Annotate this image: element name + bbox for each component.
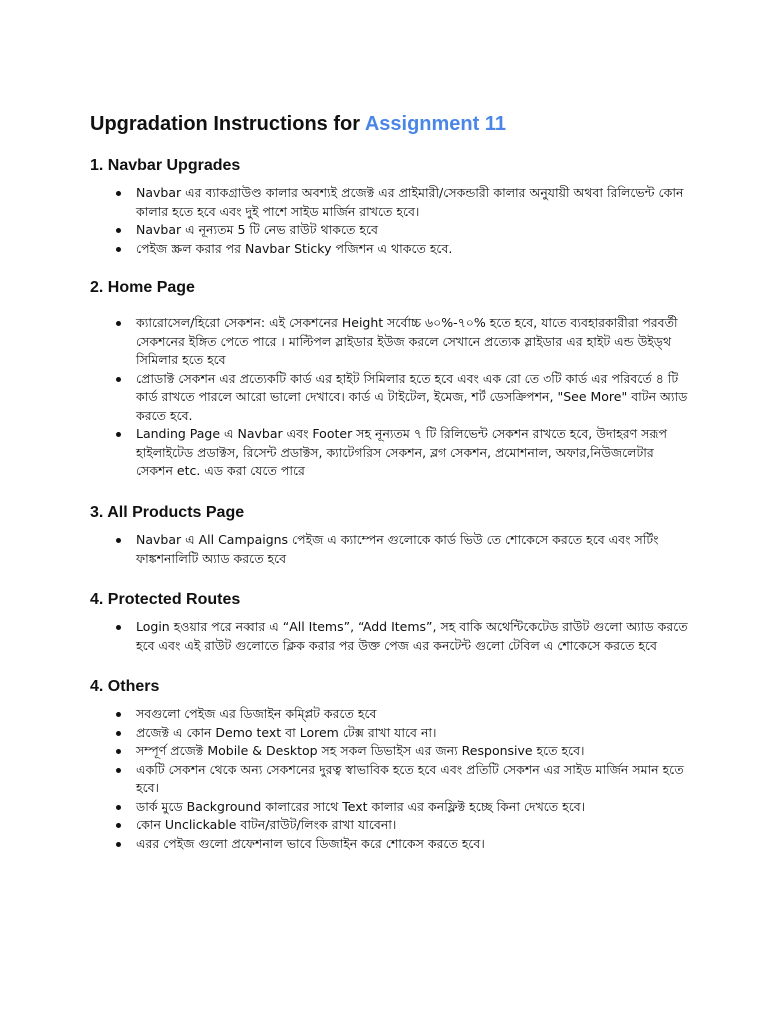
list-item-text: প্রোডাক্ট সেকশন এর প্রত্যেকটি কার্ড এর হাইট সিমিলার হতে হবে এবং এক রো তে ৩টি কার্ড এর পরিবর্তে ৪ টি কার্ড রাখতে পারলে আরো ভালো দেখাবে। কার্ড এ টাইটেল, ইমেজ, শর্ট ডেসক্রিপশন, "See More" বাটন অ্যাড করতে হবে. (136, 370, 688, 423)
bullet-icon (116, 625, 121, 630)
list-item (90, 240, 690, 259)
list-item-text: ডার্ক মুডে Background কালারের সাথে Text কালার এর কনফ্লিক্ট হচ্ছে কিনা দেখতে হবে। (136, 798, 586, 814)
list-item-text: Navbar এ All Campaigns পেইজ এ ক্যাম্পেন গুলোকে কার্ড ভিউ তে শোকেসে করতে হবে এবং সর্টিং ফাঙ্কশনালিটি অ্যাড করতে হবে (136, 532, 659, 566)
list-item (90, 184, 690, 221)
bullet-icon (116, 731, 121, 736)
bullet-icon (116, 842, 121, 847)
bullet-icon (116, 538, 121, 543)
bullet-icon (116, 377, 121, 382)
list-item-text: একটি সেকশন থেকে অন্য সেকশনের দুরত্ব স্বাভাবিক হতে হবে এবং প্রতিটি সেকশন এর সাইড মার্জিন সমান হতে হবে। (136, 761, 684, 795)
list-item (90, 798, 690, 817)
list-item (90, 742, 690, 761)
bullet-icon (116, 321, 121, 326)
list-item (90, 835, 690, 854)
list-item-text: Navbar এর ব্যাকগ্রাউণ্ড কালার অবশ্যই প্রজেক্ট এর প্রাইমারী/সেকন্ডারী কালার অনুযায়ী অথবা রিলিভেন্ট কোন কালার হতে হবে এবং দুই পাশে সাইড মার্জিন রাখতে হবে। (136, 185, 684, 219)
list-item-text: সম্পূর্ণ প্রজেক্ট Mobile & Desktop সহ সকল ডিভাইস এর জন্য Responsive হতে হবে। (136, 743, 585, 758)
list-item (90, 370, 690, 426)
title-accent: Assignment 11 (364, 113, 506, 135)
list-item-text: কোন Unclickable বাটন/রাউট/লিংক রাখা যাবেনা। (136, 817, 397, 832)
list-item-text: ক্যারোসেল/হিরো সেকশন: এই সেকশনের Height সর্বোচ্চ ৬০%-৭০% হতে হবে, যাতে ব্যবহারকারীরা পরবর্তী সেকশনের ইঙ্গিত পেতে পারে । মাল্টিপল স্লাইডার ইউজ করলে সেখানে প্রত্যেক স্লাইডার এর হাইট এন্ড উইড্থ সিমিলার হতে হবে (136, 315, 678, 367)
document-title (90, 111, 506, 137)
bullet-icon (116, 712, 121, 717)
section-heading: 4. Others (90, 678, 160, 695)
bullet-icon (116, 805, 121, 810)
list-item-text: Landing Page এ Navbar এবং Footer সহ নূন্যতম ৭ টি রিলিভেন্ট সেকশন রাখতে হবে, উদাহরণ সরূপ হাইলাইটেড প্রডাক্টস, রিসেন্ট প্রডাক্টস, ক্যাটেগরিস সেকশন, ব্লগ সেকশন, প্রমোশনাল, অফার,নিউজলেটার সেকশন etc. এড করা যেতে পারে (136, 426, 667, 478)
bullet-icon (116, 228, 121, 233)
list-item (90, 531, 690, 568)
list-item-text: প্রজেক্ট এ কোন Demo text বা Lorem টেক্স রাখা যাবে না। (136, 724, 437, 740)
list-item (90, 618, 690, 655)
list-item (90, 314, 690, 370)
bullet-icon (116, 191, 121, 196)
section-all-products-page (90, 503, 690, 568)
section-navbar-upgrades (90, 156, 690, 258)
list-item (90, 425, 690, 481)
section-heading: 1. Navbar Upgrades (90, 157, 241, 174)
list-item-text: পেইজ স্ক্রল করার পর Navbar Sticky পজিশন এ থাকতে হবে. (136, 240, 453, 256)
list-item-text: Login হওয়ার পরে নব্বার এ “All Items”, “Add Items”, সহ বাকি অথেন্টিকেটেড রাউট গুলো অ্যাড করতে হবে এবং এই রাউট গুলোতে ক্লিক করার পর উক্ত পেজ এর কনটেন্ট গুলো টেবিল এ শোকেসে করতে হবে (136, 619, 688, 653)
section-others (90, 677, 690, 853)
list-item (90, 816, 690, 835)
list-item-text: এরর পেইজ গুলো প্রফেশনাল ভাবে ডিজাইন করে শোকেস করতে হবে। (136, 835, 485, 851)
bullet-list (90, 184, 690, 258)
bullet-list (90, 618, 690, 655)
bullet-list (90, 531, 690, 568)
section-home-page (90, 278, 690, 481)
list-item (90, 221, 690, 240)
bullet-icon (116, 768, 121, 773)
title-prefix: Upgradation Instructions for (90, 113, 360, 135)
list-item-text: সবগুলো পেইজ এর ডিজাইন কম্প্লিট করতে হবে (136, 706, 377, 721)
section-heading: 2. Home Page (90, 279, 195, 296)
bullet-list (90, 314, 690, 481)
bullet-icon (116, 823, 121, 828)
bullet-list (90, 705, 690, 853)
section-heading: 3. All Products Page (90, 504, 245, 521)
list-item (90, 705, 690, 724)
list-item (90, 724, 690, 743)
list-item (90, 761, 690, 798)
bullet-icon (116, 749, 121, 754)
bullet-icon (116, 432, 121, 437)
section-protected-routes (90, 590, 690, 655)
list-item-text: Navbar এ নূন্যতম 5 টি নেভ রাউট থাকতে হবে (136, 222, 378, 237)
section-heading: 4. Protected Routes (90, 591, 241, 608)
bullet-icon (116, 247, 121, 252)
